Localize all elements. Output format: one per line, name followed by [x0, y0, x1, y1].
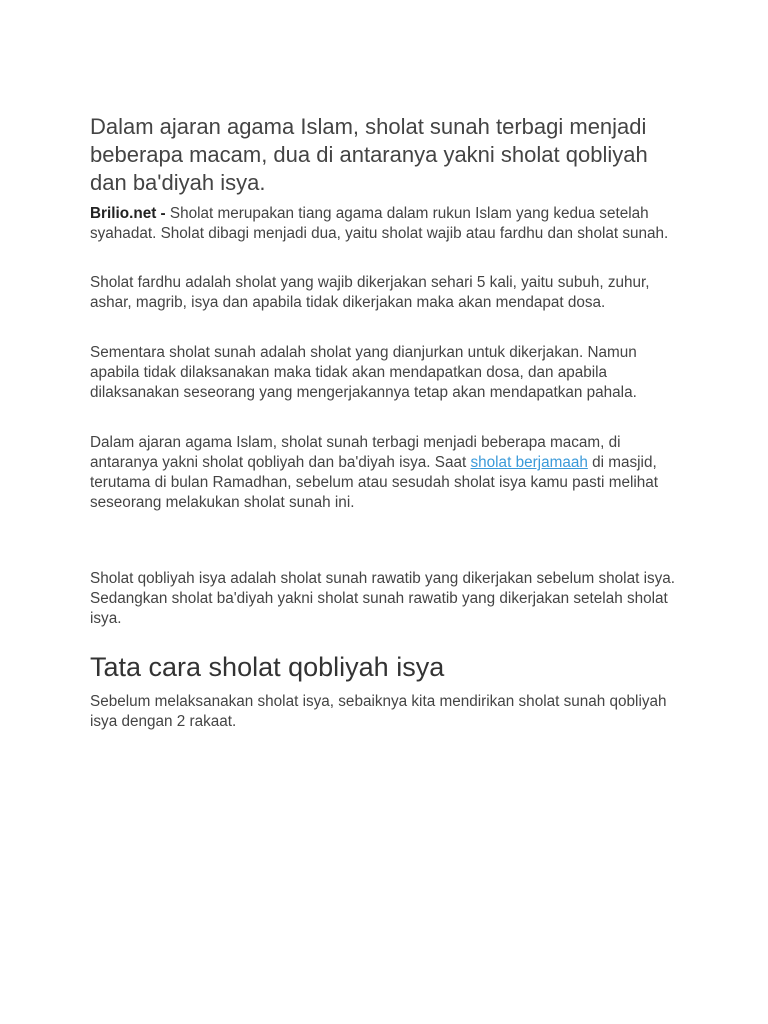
paragraph-qobliyah-badiyah — [90, 433, 690, 513]
paragraph-text-after-link: di masjid, terutama di bulan Ramadhan, sebelum atau sesudah sholat isya kamu pasti melihat seseorang melakukan sholat sunah ini. — [90, 454, 659, 511]
paragraph-text-before-link: Dalam ajaran agama Islam, sholat sunah terbagi menjadi beberapa macam, di antaranya yakni sholat qobliyah dan ba'diyah isya. Saat — [90, 434, 621, 471]
sholat-berjamaah-link[interactable]: sholat berjamaah — [470, 454, 588, 471]
paragraph-fardhu: Sholat fardhu adalah sholat yang wajib dikerjakan sehari 5 kali, yaitu subuh, zuhur, ashar, magrib, isya dan apabila tidak dikerjakan maka akan mendapat dosa. — [90, 274, 650, 311]
article-lead: Dalam ajaran agama Islam, sholat sunah terbagi menjadi beberapa macam, dua di antaranya yakni sholat qobliyah dan ba'diyah isya. — [90, 114, 648, 195]
paragraph-definition: Sholat qobliyah isya adalah sholat sunah rawatib yang dikerjakan sebelum sholat isya. Sedangkan sholat ba'diyah yakni sholat sunah rawatib yang dikerjakan setelah sholat isya. — [90, 570, 676, 627]
paragraph-sunah: Sementara sholat sunah adalah sholat yang dianjurkan untuk dikerjakan. Namun apabila tidak dilaksanakan maka tidak akan mendapatkan dosa, dan apabila dilaksanakan seseorang yang mengerjakannya tetap akan mendapatkan pahala. — [90, 344, 637, 401]
paragraph-procedure: Sebelum melaksanakan sholat isya, sebaiknya kita mendirikan sholat sunah qobliyah isya dengan 2 rakaat. — [90, 693, 667, 730]
section-heading: Tata cara sholat qobliyah isya — [90, 652, 445, 682]
paragraph-intro — [90, 204, 690, 244]
paragraph-intro-text: Sholat merupakan tiang agama dalam rukun Islam yang kedua setelah syahadat. Sholat dibagi menjadi dua, yaitu sholat wajib atau fardhu dan sholat sunah. — [90, 205, 669, 242]
source-label: Brilio.net - — [90, 205, 166, 222]
